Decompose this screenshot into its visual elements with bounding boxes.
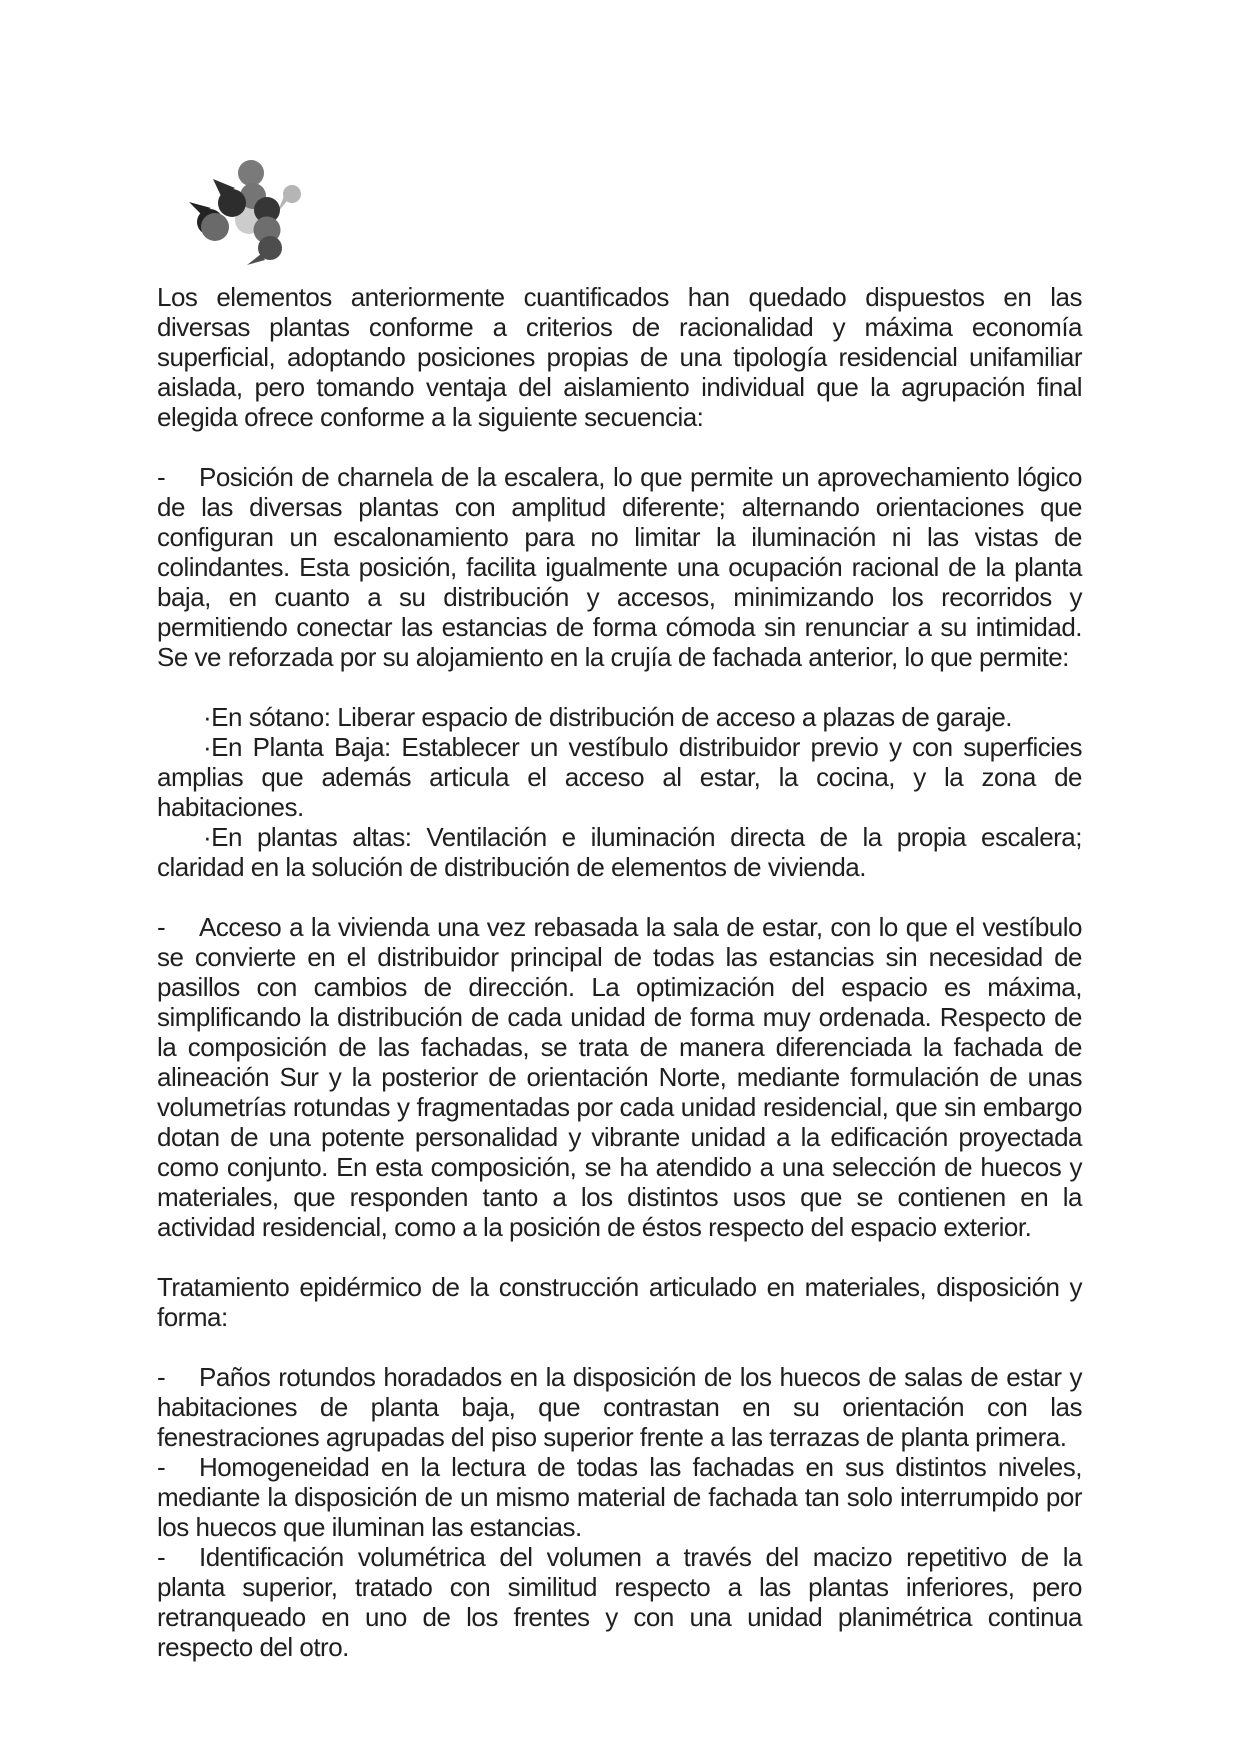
bullet-text: Acceso a la vivienda una vez rebasada la sala de estar, con lo que el vestíbulo se convierte en el distribuidor principal de todas las estancias sin necesidad de pasillos con cambios de dirección. La optimización del espacio es máxima, simplificando la distribución de cada unidad de forma muy ordenada. Respecto de la composición de las fachadas, se trata de manera diferenciada la fachada de alineación Sur y la posterior de orientación Norte, mediante formulación de unas volumetrías rotundas y fragmentadas por cada unidad residencial, que sin embargo dotan de una potente personalidad y vibrante unidad a la edificación proyectada como conjunto. En esta composición, se ha atendido a una selección de huecos y materiales, que responden tanto a los distintos usos que se contienen en la actividad residencial, como a la posición de éstos respecto del espacio exterior. [157, 912, 1082, 1242]
dash-bullet-marker: - [157, 912, 166, 942]
sub-bullet-basement [157, 702, 1082, 732]
bullet-text: Posición de charnela de la escalera, lo que permite un aprovechamiento lógico de las diversas plantas con amplitud diferente; alternando orientaciones que configuran un escalonamiento para no limitar la iluminación ni las vistas de colindantes. Esta posición, facilita igualmente una ocupación racional de la planta baja, en cuanto a su distribución y accesos, minimizando los recorridos y permitiendo conectar las estancias de forma cómoda sin renunciar a su intimidad. Se ve reforzada por su alojamiento en la crujía de fachada anterior, lo que permite: [157, 462, 1082, 672]
bullet-text: Paños rotundos horadados en la disposición de los huecos de salas de estar y habitaciones de planta baja, que contrastan en su orientación con las fenestraciones agrupadas del piso superior frente a las terrazas de planta primera. [157, 1362, 1082, 1452]
sub-bullet-text: En sótano: Liberar espacio de distribución de acceso a plazas de garaje. [211, 702, 1013, 732]
dot-bullet-marker: · [203, 702, 212, 732]
sub-bullet-text: En Planta Baja: Establecer un vestíbulo distribuidor previo y con superficies amplias que además articula el acceso al estar, la cocina, y la zona de habitaciones. [157, 732, 1082, 822]
bullet-facade-homogeneity [157, 1452, 1082, 1542]
paragraph-skin-treatment: Tratamiento epidérmico de la construcción articulado en materiales, disposición y forma: [157, 1272, 1082, 1332]
sub-bullet-upper-floors [157, 822, 1082, 882]
sub-bullet-text: En plantas altas: Ventilación e iluminación directa de la propia escalera; claridad en la solución de distribución de elementos de vivienda. [157, 822, 1082, 882]
paragraph-intro: Los elementos anteriormente cuantificados han quedado dispuestos en las diversas plantas conforme a criterios de racionalidad y máxima economía superficial, adoptando posiciones propias de una tipología residencial unifamiliar aislada, pero tomando ventaja del aislamiento individual que la agrupación final elegida ofrece conforme a la siguiente secuencia: [157, 282, 1082, 432]
dash-bullet-marker: - [157, 1452, 166, 1482]
dash-bullet-marker: - [157, 462, 166, 492]
dots-cluster-logo-icon [185, 150, 315, 268]
bullet-dwelling-access [157, 912, 1082, 1242]
bullet-text: Homogeneidad en la lectura de todas las fachadas en sus distintos niveles, mediante la disposición de un mismo material de fachada tan solo interrumpido por los huecos que iluminan las estancias. [157, 1452, 1082, 1542]
dot-bullet-marker: · [203, 732, 212, 762]
bullet-solid-panels [157, 1362, 1082, 1452]
bullet-volumetric-identification [157, 1542, 1082, 1662]
dot-bullet-marker: · [203, 822, 212, 852]
bullet-text: Identificación volumétrica del volumen a través del macizo repetitivo de la planta superior, tratado con similitud respecto a las plantas inferiores, pero retranqueado en uno de los frentes y con una unidad planimétrica continua respecto del otro. [157, 1542, 1082, 1662]
logo-graphic [185, 150, 315, 268]
sub-bullet-ground-floor [157, 732, 1082, 822]
dash-bullet-marker: - [157, 1362, 166, 1392]
bullet-stair-hinge-position [157, 462, 1082, 672]
document-body [157, 282, 1082, 1662]
dash-bullet-marker: - [157, 1542, 166, 1572]
